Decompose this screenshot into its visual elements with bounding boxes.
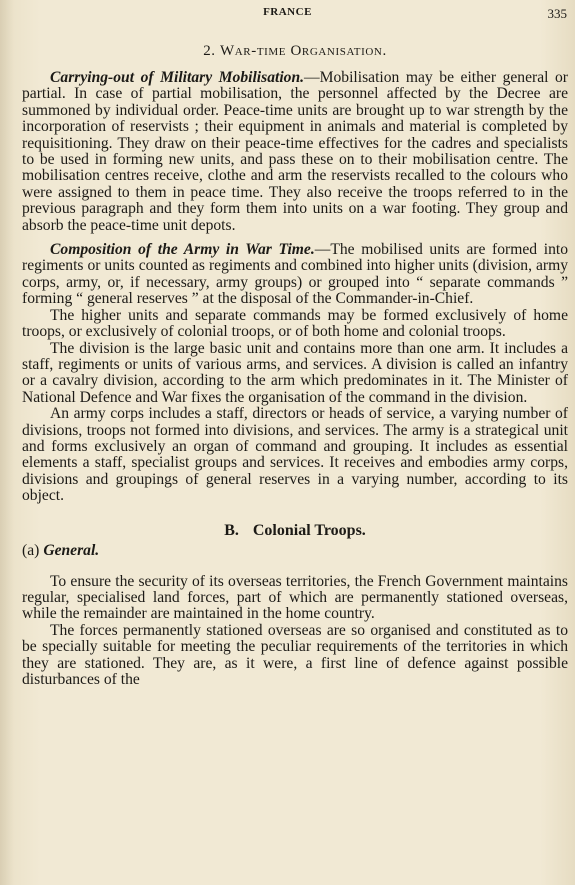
paragraph-army-corps	[22, 406, 568, 504]
sub-subsection-label: (a)	[22, 541, 40, 559]
paragraph-text: The forces permanently stationed overseas are so organised and constituted as to be specially suitable for meeting the peculiar requirements of the territories in which they are stationed. They are, as it were, a first line of defence against possible disturbances of the	[22, 621, 568, 688]
page-number: 335	[547, 6, 567, 21]
section-heading	[22, 42, 568, 60]
paragraph-text: An army corps includes a staff, directors or heads of service, a varying number of divisions, troops not formed into divisions, and services. The army is a strategical unit and forms exclusively an organ of command and grouping. It includes as essential elements a staff, specialist groups and services. It receives and embodies army corps, divisions and groupings of general reserves in a varying number, according to its object.	[22, 405, 568, 505]
section-title: War-time Organisation.	[220, 43, 387, 59]
runin-heading: Carrying-out of Military Mobilisation.	[50, 69, 305, 86]
paragraph-colonial-security	[22, 574, 568, 623]
paragraph-mobilisation	[22, 70, 568, 234]
paragraph-text: —The mobilised units are formed into regiments or units counted as regiments and combined into higher units (division, army corps, army, or, if necessary, army groups) or grouped into “ separate commands ” forming “ general reserves ” at the disposal of the Commander-in-Chief.	[22, 241, 568, 308]
page-header	[0, 6, 575, 24]
running-head: FRANCE	[263, 6, 312, 18]
page-body	[22, 42, 568, 688]
paragraph-colonial-forces	[22, 623, 568, 689]
paragraph-text: The division is the large basic unit and contains more than one arm. It includes a staff, regiments or units of various arms, and services. A division is called an infantry or a cavalry division, according to the arm which predominates in it. The Minister of National Defence and War fixes the organisation of the command in the division.	[22, 339, 568, 406]
section-number: 2.	[203, 43, 216, 59]
paragraph-text: The higher units and separate commands may be formed exclusively of home troops, or exclusively of colonial troops, or of both home and colonial troops.	[22, 306, 568, 341]
paragraph-text: —Mobilisation may be either general or partial. In case of partial mobilisation, the personnel affected by the Decree are summoned by individual order. Peace-time units are brought up to war strength by the incorporation of reservists ; their equipment in animals and material is completed by requisitioning. They draw on their peace-time effectives for the cadres and specialists to be used in forming new units, and pass these on to their mobilisation centre. The mobilisation centres receive, clothe and arm the reservists recalled to the colours who were assigned to them in peace time. They also receive the troops referred to in the previous paragraph and they form them into units on a war footing. They group and absorb the peace-time unit depots.	[22, 69, 568, 234]
subsection-title: Colonial Troops.	[252, 521, 366, 539]
sub-subsection-heading	[22, 542, 568, 560]
subsection-letter: B.	[224, 521, 239, 539]
paragraph-division	[22, 341, 568, 407]
paragraph-text: To ensure the security of its overseas territories, the French Government maintains regular, specialised land forces, part of which are permanently stationed overseas, while the remainder are maintained in the home country.	[22, 572, 568, 623]
paragraph-higher-units	[22, 308, 568, 341]
sub-subsection-title: General.	[43, 541, 100, 559]
subsection-heading	[22, 522, 568, 540]
paragraph-composition	[22, 242, 568, 308]
runin-heading: Composition of the Army in War Time.	[50, 241, 315, 259]
